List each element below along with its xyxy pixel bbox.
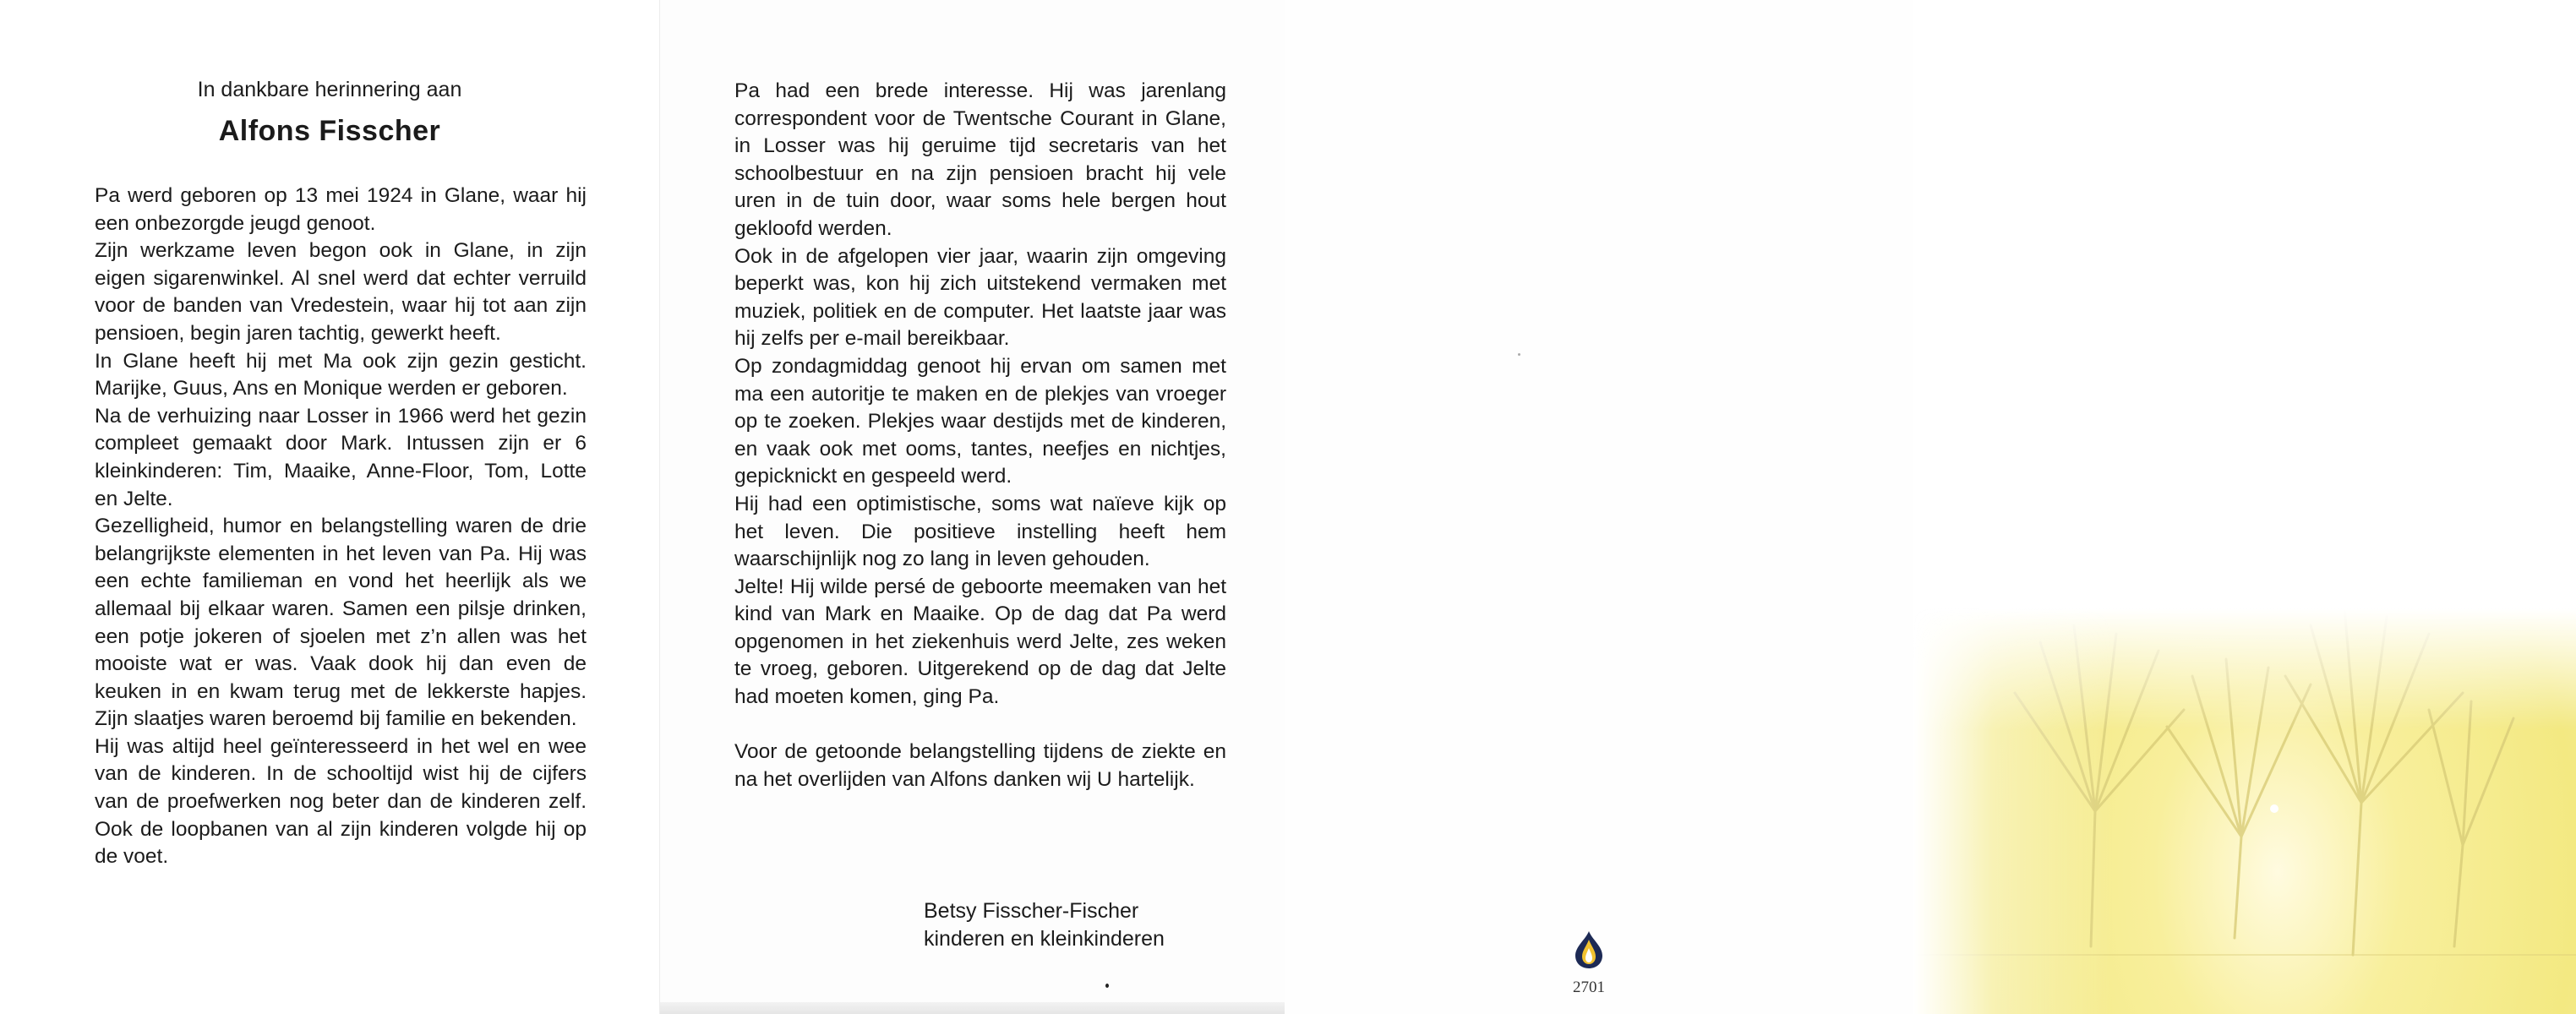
paragraph: Hij was altijd heel geïnteresseerd in het wel en wee van de kinderen. In de schooltijd wist hij de cijfers van de proefwerken nog beter dan de kinderen zelf. Ook de loopbanen van al zijn kinderen volgde hij op de voet. [95, 734, 587, 869]
biography-text-right [734, 78, 1226, 793]
page-edge-shadow [660, 1002, 1285, 1014]
print-speck [1518, 353, 1520, 356]
paragraph: Ook in de afgelopen vier jaar, waarin zijn omgeving beperkt was, kon hij zich uitstekend vermaken met muziek, politiek en de computer. Het laatste jaar was hij zelfs per e-mail bereikbaar. [734, 244, 1226, 351]
paragraph: Jelte! Hij wilde persé de geboorte meemaken van het kind van Mark en Maaike. Op de dag dat Pa werd opgenomen in het ziekenhuis werd Jelte, zes weken te vroeg, geboren. Uitgerekend op de dag dat Jelte had moeten komen, ging Pa. [734, 575, 1226, 709]
paragraph: In Glane heeft hij met Ma ook zijn gezin gesticht. Marijke, Guus, Ans en Monique werden er geboren. [95, 349, 587, 401]
print-code: 2701 [1573, 979, 1605, 996]
pollarded-willows-in-mist-image [1913, 0, 2576, 1014]
signature-name: Betsy Fisscher-Fischer [924, 899, 1139, 923]
left-page [0, 0, 659, 1014]
deceased-name: Alfons Fisscher [218, 115, 441, 147]
signature [924, 897, 1165, 953]
paragraph: Op zondagmiddag genoot hij ervan om samen met ma een autoritje te maken en de plekjes van vroeger op te zoeken. Plekjes waar destijds met de kinderen, en vaak ook met ooms, tantes, neefjes en nichtjes, gepicknickt en gespeeld werd. [734, 354, 1226, 488]
paragraph: Hij had een optimistische, soms wat naïeve kijk op het leven. Die positieve instelling heeft hem waarschijnlijk nog zo lang in leven gehouden. [734, 492, 1226, 571]
paragraph: Gezelligheid, humor en belangstelling waren de drie belangrijkste elementen in het leven van Pa. Hij was een echte familieman en vond het heerlijk als we allemaal bij elkaar waren. Samen een pilsje drinken, een potje jokeren of sjoelen met z’n allen was het mooiste wat er was. Vaak dook hij dan even de keuken in en kwam terug met de lekkerste hapjes. Zijn slaatjes waren beroemd bij familie en bekenden. [95, 515, 587, 731]
intro-line: In dankbare herinnering aan [197, 78, 462, 101]
cover-photo [1913, 0, 2576, 1014]
back-page [1285, 0, 1913, 1014]
paragraph: Zijn werkzame leven begon ook in Glane, in zijn eigen sigarenwinkel. Al snel werd dat echter verruild voor de banden van Vredestein, waar hij tot aan zijn pensioen, begin jaren tachtig, gewerkt heeft. [95, 239, 587, 345]
paragraph: Pa werd geboren op 13 mei 1924 in Glane, waar hij een onbezorgde jeugd genoot. [95, 184, 587, 235]
flame-drop-icon [1572, 930, 1606, 970]
paragraph: Pa had een brede interesse. Hij was jarenlang correspondent voor de Twentsche Courant in Glane, in Losser was hij geruime tijd secretaris van het schoolbestuur en na zijn pensioen bracht hij vele uren in de tuin door, waar soms hele bergen hout gekloofd werden. [734, 79, 1226, 240]
thanks-paragraph: Voor de getoonde belangstelling tijdens de ziekte en na het overlijden van Alfons danken wij U hartelijk. [734, 740, 1226, 791]
signature-family: kinderen en kleinkinderen [924, 927, 1165, 951]
paragraph: Na de verhuizing naar Losser in 1966 werd het gezin compleet gemaakt door Mark. Intussen zijn er 6 kleinkinderen: Tim, Maaike, Anne-Floor, Tom, Lotte en Jelte. [95, 404, 587, 510]
biography-text-left [95, 183, 587, 871]
middle-page [659, 0, 1285, 1014]
print-speck [1105, 984, 1109, 988]
